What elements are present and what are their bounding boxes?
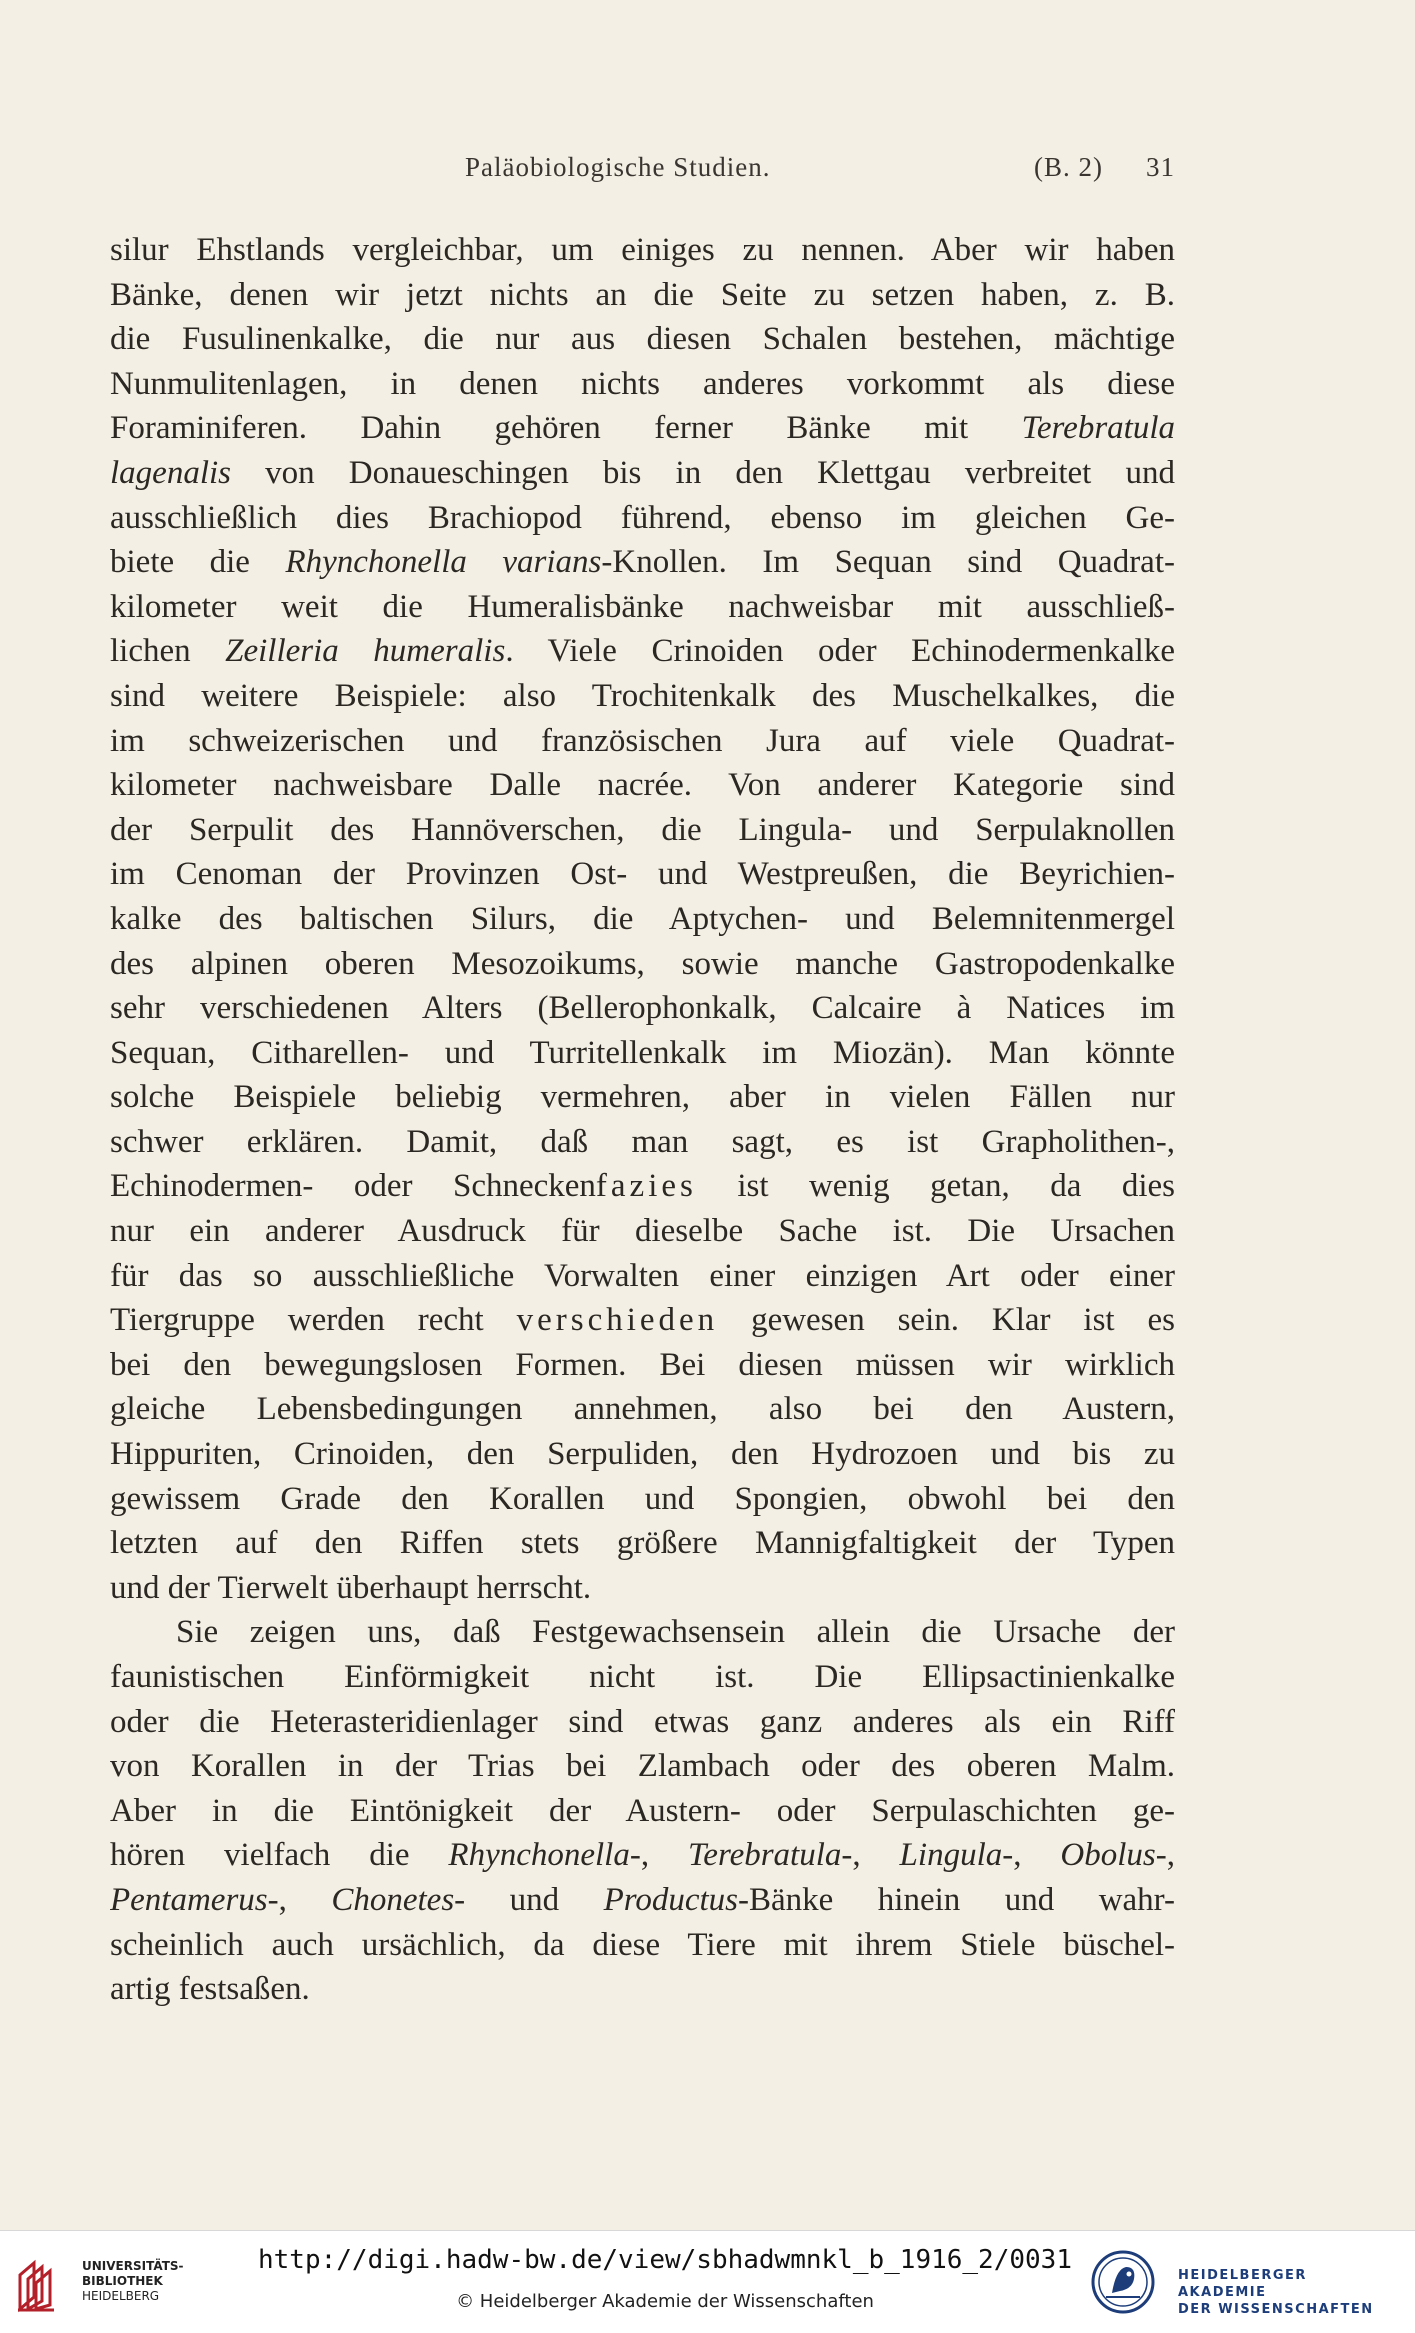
taxon-name: Chonetes [331, 1881, 455, 1918]
text-line: der Serpulit des Hannöverschen, die Lingula- und Serpulaknollen [110, 811, 1175, 848]
text-line: sind weitere Beispiele: also Trochitenkalk des Muschelkalkes, die [110, 677, 1175, 714]
text-line: im Cenoman der Provinzen Ost- und Westpreußen, die Beyrichien- [110, 856, 1175, 893]
text-line: scheinlich auch ursächlich, da diese Tiere mit ihrem Stiele büschel- [110, 1926, 1175, 1963]
body-text [110, 228, 1175, 2012]
text-line: Sie zeigen uns, daß Festgewachsensein allein die Ursache der [176, 1614, 1175, 1651]
text-line: artig festsaßen. [110, 1971, 310, 2008]
text-line: letzten auf den Riffen stets größere Mannigfaltigkeit der Typen [110, 1525, 1175, 1562]
taxon-name: Terebratula [1021, 410, 1175, 447]
text-line: Echinodermen- oder Schneckenfazies ist wenig getan, da dies [110, 1168, 1175, 1205]
text-line: von Korallen in der Trias bei Zlambach oder des oberen Malm. [110, 1748, 1175, 1785]
text-line: hören vielfach die Rhynchonella-, Terebratula-, Lingula-, Obolus-, [110, 1837, 1175, 1874]
footer-center [250, 2243, 1080, 2312]
taxon-name: Obolus [1060, 1837, 1156, 1874]
taxon-name: Zeilleria humeralis [225, 633, 506, 670]
academy-seal-icon [1090, 2249, 1156, 2315]
text-line: und der Tierwelt überhaupt herrscht. [110, 1569, 592, 1606]
taxon-name: Terebratula [687, 1837, 842, 1874]
library-mark-icon [14, 2257, 66, 2313]
academy-name: HEIDELBERGER AKADEMIE DER WISSENSCHAFTEN [1178, 2268, 1374, 2317]
text-line: Pentamerus-, Chonetes- und Productus-Bänke hinein und wahr- [110, 1881, 1175, 1918]
university-library-logo[interactable] [14, 2253, 184, 2317]
text-line: ausschließlich dies Brachiopod führend, ebenso im gleichen Ge- [110, 499, 1175, 536]
taxon-name: Rhynchonella [448, 1837, 630, 1874]
text-line: kalke des baltischen Silurs, die Aptychen- und Belemnitenmergel [110, 900, 1175, 937]
text-line: Foraminiferen. Dahin gehören ferner Bänke mit Terebratula [110, 410, 1175, 447]
spaced-emphasis: verschieden [516, 1302, 719, 1339]
running-head-section: (B. 2) [1034, 152, 1103, 182]
text-line: im schweizerischen und französischen Jura auf viele Quadrat- [110, 722, 1175, 759]
text-line: oder die Heterasteridienlager sind etwas ganz anderes als ein Riff [110, 1703, 1175, 1740]
text-line: schwer erklären. Damit, daß man sagt, es ist Grapholithen-, [110, 1123, 1175, 1160]
text-line: kilometer weit die Humeralisbänke nachweisbar mit ausschließ- [110, 588, 1175, 625]
spaced-emphasis: fazies [595, 1168, 697, 1205]
text-line: lichen Zeilleria humeralis. Viele Crinoiden oder Echinodermenkalke [110, 633, 1175, 670]
text-line: kilometer nachweisbare Dalle nacrée. Von anderer Kategorie sind [110, 767, 1175, 804]
text-line: Tiergruppe werden recht verschieden gewesen sein. Klar ist es [110, 1302, 1175, 1339]
copyright-notice: © Heidelberger Akademie der Wissenschaften [456, 2291, 874, 2312]
text-line: lagenalis von Donaueschingen bis in den Klettgau verbreitet und [110, 454, 1175, 491]
text-line: sehr verschiedenen Alters (Bellerophonkalk, Calcaire à Natices im [110, 990, 1175, 1027]
library-name: UNIVERSITÄTS- BIBLIOTHEK HEIDELBERG [82, 2259, 184, 2303]
text-line: Hippuriten, Crinoiden, den Serpuliden, den Hydrozoen und bis zu [110, 1436, 1175, 1473]
academy-logo[interactable] [1090, 2249, 1400, 2319]
text-line: gleiche Lebensbedingungen annehmen, also bei den Austern, [110, 1391, 1175, 1428]
text-line: gewissem Grade den Korallen und Spongien, obwohl bei den [110, 1480, 1175, 1517]
text-line: Nunmulitenlagen, in denen nichts anderes vorkommt als diese [110, 365, 1175, 402]
taxon-name: Pentamerus [110, 1881, 268, 1918]
text-line: Aber in die Eintönigkeit der Austern- oder Serpulaschichten ge- [110, 1792, 1175, 1829]
text-line: des alpinen oberen Mesozoikums, sowie manche Gastropodenkalke [110, 945, 1175, 982]
text-line: für das so ausschließliche Vorwalten einer einzigen Art oder einer [110, 1257, 1175, 1294]
text-line: solche Beispiele beliebig vermehren, aber in vielen Fällen nur [110, 1079, 1175, 1116]
permalink-url[interactable]: http://digi.hadw-bw.de/view/sbhadwmnkl_b_1916_2/0031 [258, 2245, 1072, 2275]
running-head [110, 152, 1175, 192]
text-line: die Fusulinenkalke, die nur aus diesen Schalen bestehen, mächtige [110, 321, 1175, 358]
taxon-name: lagenalis [110, 454, 231, 491]
taxon-name: Productus [603, 1881, 739, 1918]
running-head-title: Paläobiologische Studien. [465, 152, 771, 182]
taxon-name: Lingula [899, 1837, 1003, 1874]
text-line: Bänke, denen wir jetzt nichts an die Seite zu setzen haben, z. B. [110, 276, 1175, 313]
taxon-name: Rhynchonella varians [285, 544, 602, 581]
text-line: silur Ehstlands vergleichbar, um einiges zu nennen. Aber wir haben [110, 232, 1175, 268]
viewer-footer [0, 2230, 1415, 2333]
text-line: bei den bewegungslosen Formen. Bei diesen müssen wir wirklich [110, 1346, 1175, 1383]
text-line: Sequan, Citharellen- und Turritellenkalk im Miozän). Man könnte [110, 1034, 1175, 1071]
text-line: faunistischen Einförmigkeit nicht ist. Die Ellipsactinienkalke [110, 1659, 1175, 1695]
page-number: 31 [1146, 152, 1175, 182]
text-line: nur ein anderer Ausdruck für dieselbe Sache ist. Die Ursachen [110, 1213, 1175, 1250]
text-line: biete die Rhynchonella varians-Knollen. Im Sequan sind Quadrat- [110, 544, 1175, 581]
